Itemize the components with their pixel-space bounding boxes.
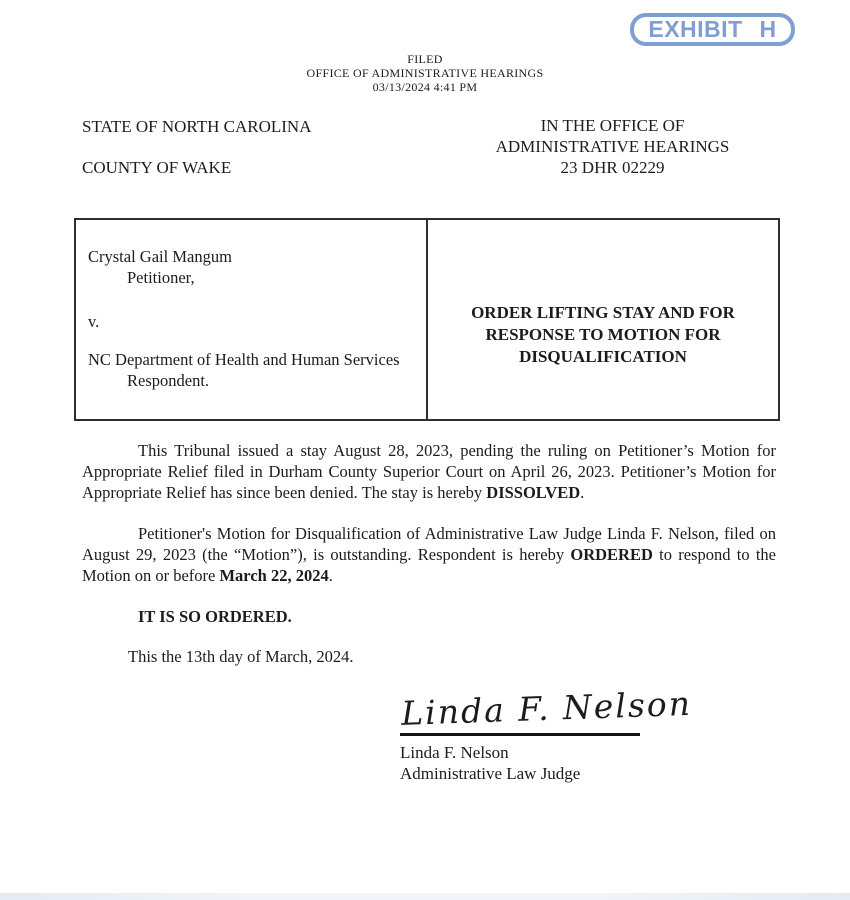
- signature-block: [400, 683, 699, 784]
- order-body: [82, 440, 776, 667]
- signature-script: Linda F. Nelson: [400, 683, 693, 733]
- order-title-line3: DISQUALIFICATION: [519, 346, 687, 366]
- court-line2: ADMINISTRATIVE HEARINGS: [495, 137, 730, 156]
- petitioner-label: Petitioner,: [127, 268, 195, 287]
- county-line: COUNTY OF WAKE: [82, 158, 232, 177]
- order-date-line: This the 13th day of March, 2024.: [128, 647, 354, 666]
- respondent-label: Respondent.: [127, 371, 210, 390]
- court-line1: IN THE OFFICE OF: [540, 116, 685, 135]
- petitioner-name: Crystal Gail Mangum: [88, 247, 232, 266]
- caption-parties-cell: [76, 220, 428, 419]
- order-title-line2: RESPONSE TO MOTION FOR: [485, 324, 721, 344]
- order-title-cell: [428, 220, 778, 419]
- signer-printed-name: Linda F. Nelson: [400, 743, 509, 762]
- paragraph-motion-response: Petitioner's Motion for Disqualification of Administrative Law Judge Linda F. Nelson, filed on August 29, 2023 (the “Motion”), is outstanding. Respondent is hereby ORDERED to respond to the Motion on or before March 22, 2024.: [82, 524, 776, 585]
- so-ordered-line: IT IS SO ORDERED.: [138, 607, 292, 626]
- state-line: STATE OF NORTH CAROLINA: [82, 117, 312, 136]
- respondent-name: NC Department of Health and Human Services: [88, 350, 400, 369]
- signer-title: Administrative Law Judge: [400, 764, 581, 783]
- paragraph-stay-dissolved: This Tribunal issued a stay August 28, 2023, pending the ruling on Petitioner’s Motion for Appropriate Relief filed in Durham County Superior Court on April 26, 2023. Petitioner’s Motion for Appropriate Relief has since been denied. The stay is hereby DISSOLVED.: [82, 441, 776, 502]
- caption-box: [74, 218, 780, 421]
- filed-stamp-line3: 03/13/2024 4:41 PM: [372, 80, 478, 94]
- filed-stamp-line1: FILED: [407, 52, 443, 66]
- versus-label: v.: [88, 312, 100, 331]
- exhibit-stamp: EXHIBIT H: [630, 13, 795, 46]
- filed-stamp-line2: OFFICE OF ADMINISTRATIVE HEARINGS: [306, 66, 544, 80]
- order-title-line1: ORDER LIFTING STAY AND FOR: [471, 302, 735, 322]
- filed-stamp: [0, 52, 850, 94]
- case-number: 23 DHR 02229: [560, 158, 665, 177]
- scan-edge-artifact: [0, 893, 850, 900]
- court-header: [440, 115, 785, 178]
- jurisdiction-header: [82, 118, 311, 176]
